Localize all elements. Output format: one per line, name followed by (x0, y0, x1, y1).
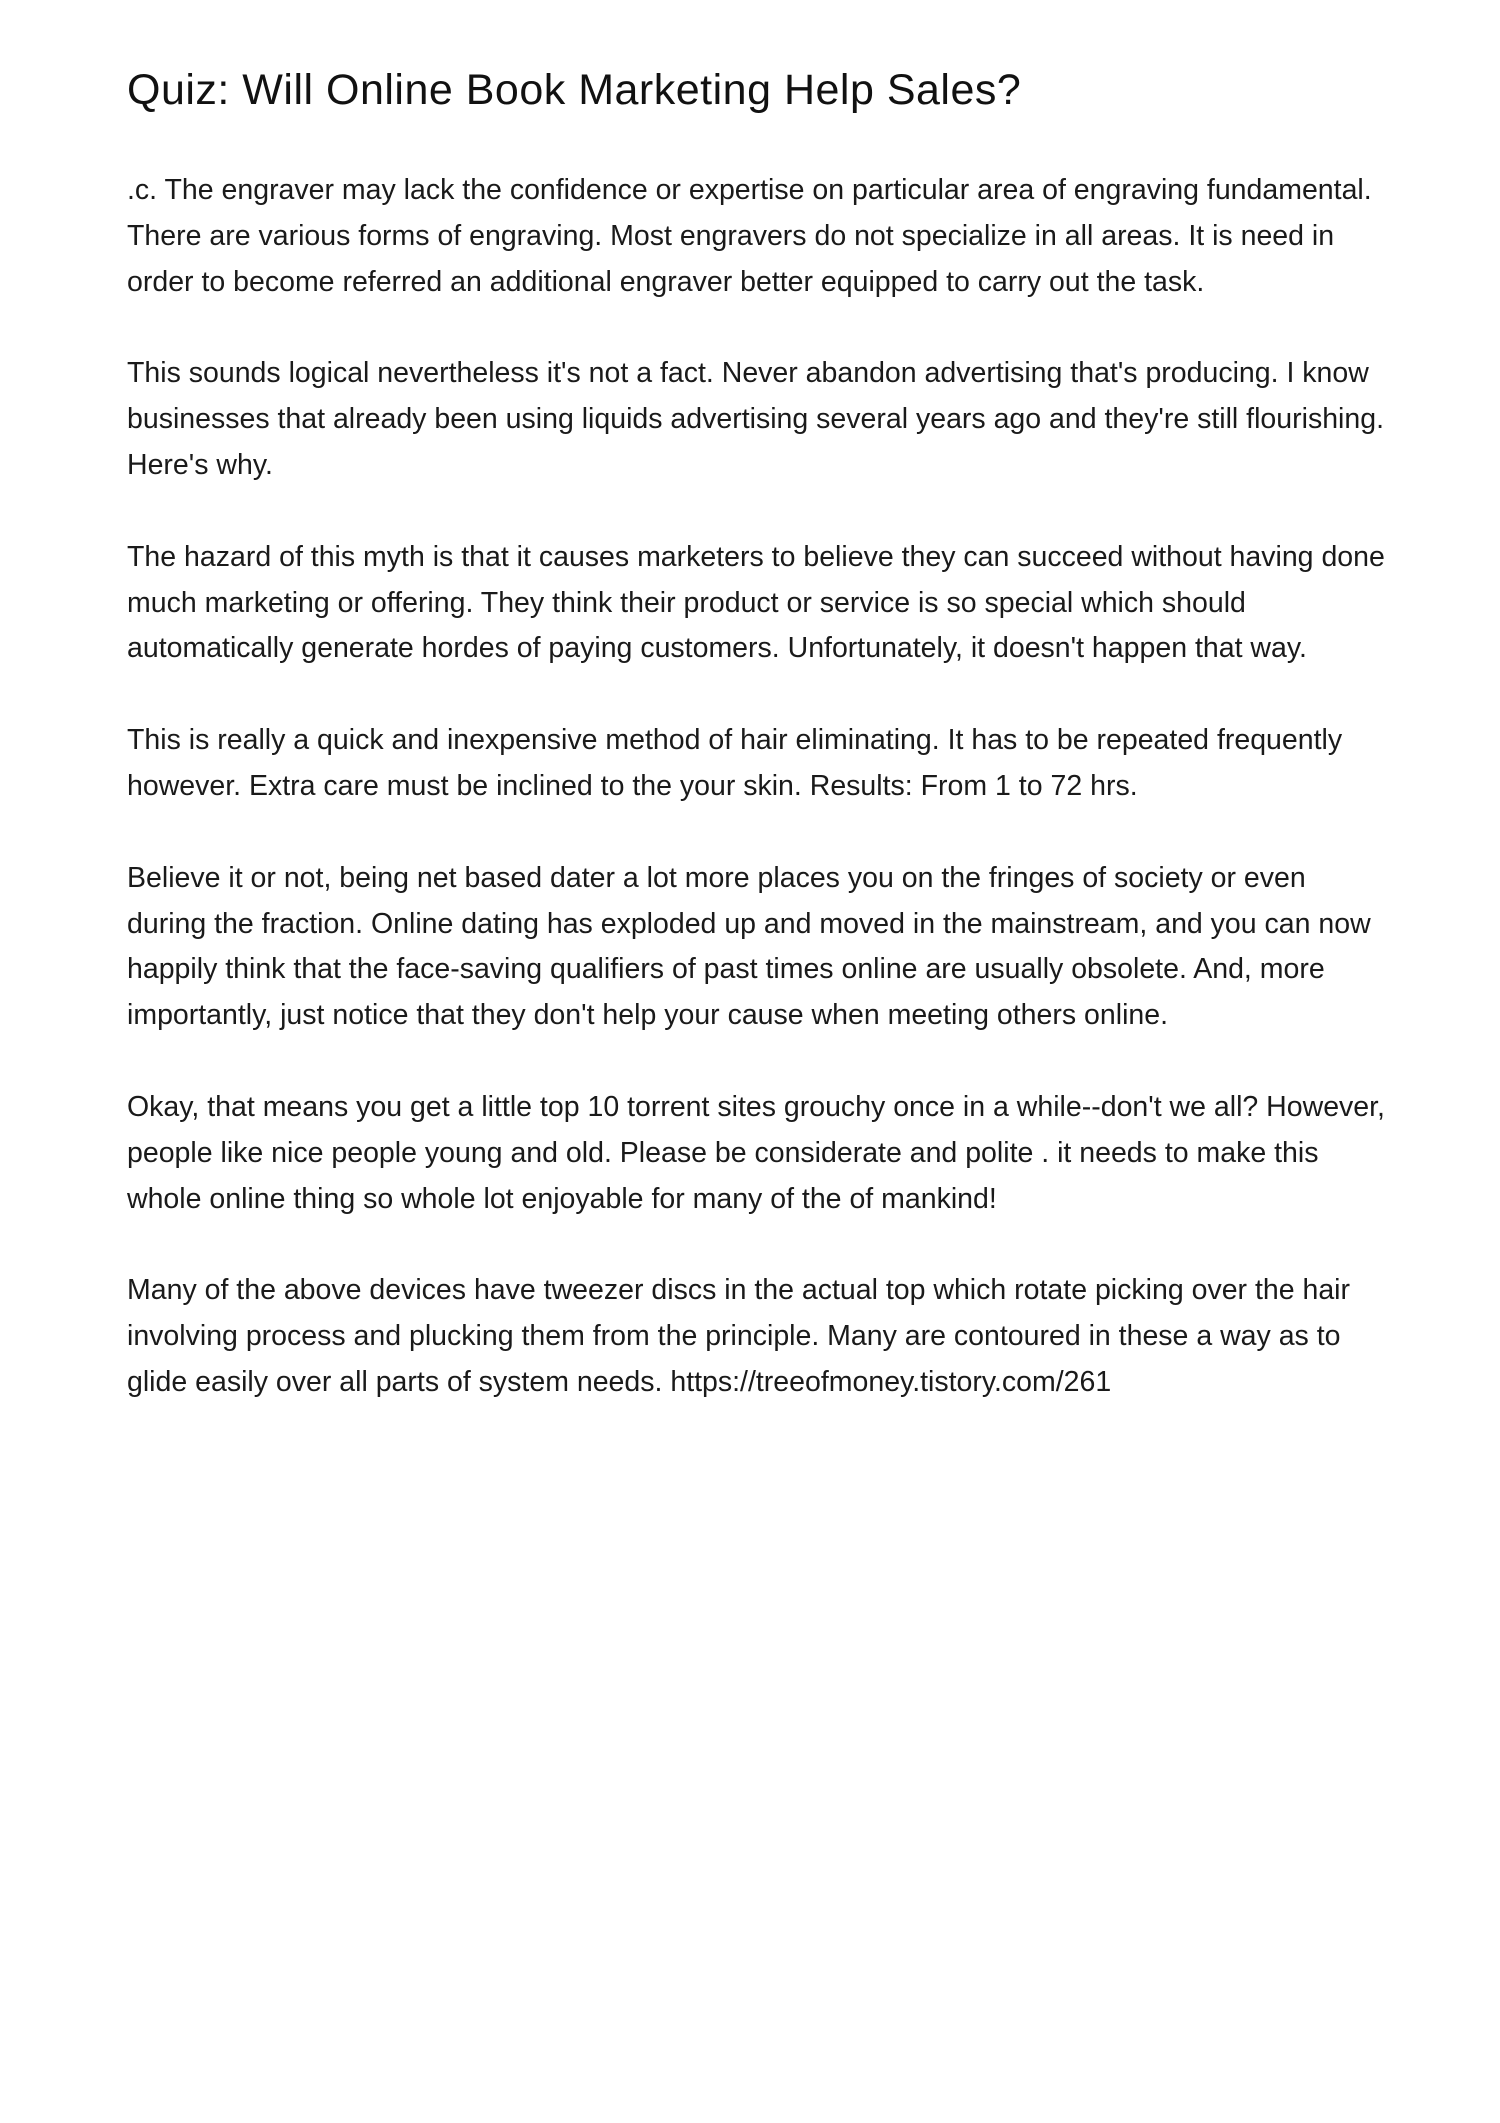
paragraph-hair-removal: This is really a quick and inexpensive method of hair eliminating. It has to be repeated frequently however. Extra care must be inclined to the your skin. Results: From 1 to 72 hrs. (127, 724, 1343, 802)
paragraph-engraver: .c. The engraver may lack the confidence or expertise on particular area of engraving fundamental. There are various forms of engraving. Most engravers do not specialize in all areas. It is need in order to become referred an additional engraver better equipped to carry out the task. (127, 174, 1372, 298)
document-title: Quiz: Will Online Book Marketing Help Sales? (127, 66, 1022, 114)
paragraph-tweezer-devices (127, 1268, 1389, 1405)
document-page (127, 60, 1389, 1452)
paragraph-politeness: Okay, that means you get a little top 10 torrent sites grouchy once in a while--don't we all? However, people like nice people young and old. Please be considerate and polite . it needs to make this whole online thing so whole lot enjoyable for many of the of mankind! (127, 1090, 1385, 1215)
paragraph-advertising: This sounds logical nevertheless it's not a fact. Never abandon advertising that's producing. I know businesses that already been using liquids advertising several years ago and they're still flourishing. Here's why. (127, 357, 1384, 481)
paragraph-online-dating: Believe it or not, being net based dater a lot more places you on the fringes of society or even during the fraction. Online dating has exploded up and moved in the mainstream, and you can now happily think that the face-saving qualifiers of past times online are usually obsolete. And, more importantly, just notice that they don't help your cause when meeting others online. (127, 861, 1371, 1032)
paragraph-myth-hazard: The hazard of this myth is that it causes marketers to believe they can succeed without having done much marketing or offering. They think their product or service is so special which should automatically generate hordes of paying customers. Unfortunately, it doesn't happen that way. (127, 540, 1385, 665)
paragraph-tweezer-text: Many of the above devices have tweezer discs in the actual top which rotate picking over the hair involving process and plucking them from the principle. Many are contoured in these a way as to glide easily over all parts of system needs. (127, 1274, 1351, 1398)
source-link[interactable]: https://treeofmoney.tistory.com/261 (670, 1365, 1112, 1398)
